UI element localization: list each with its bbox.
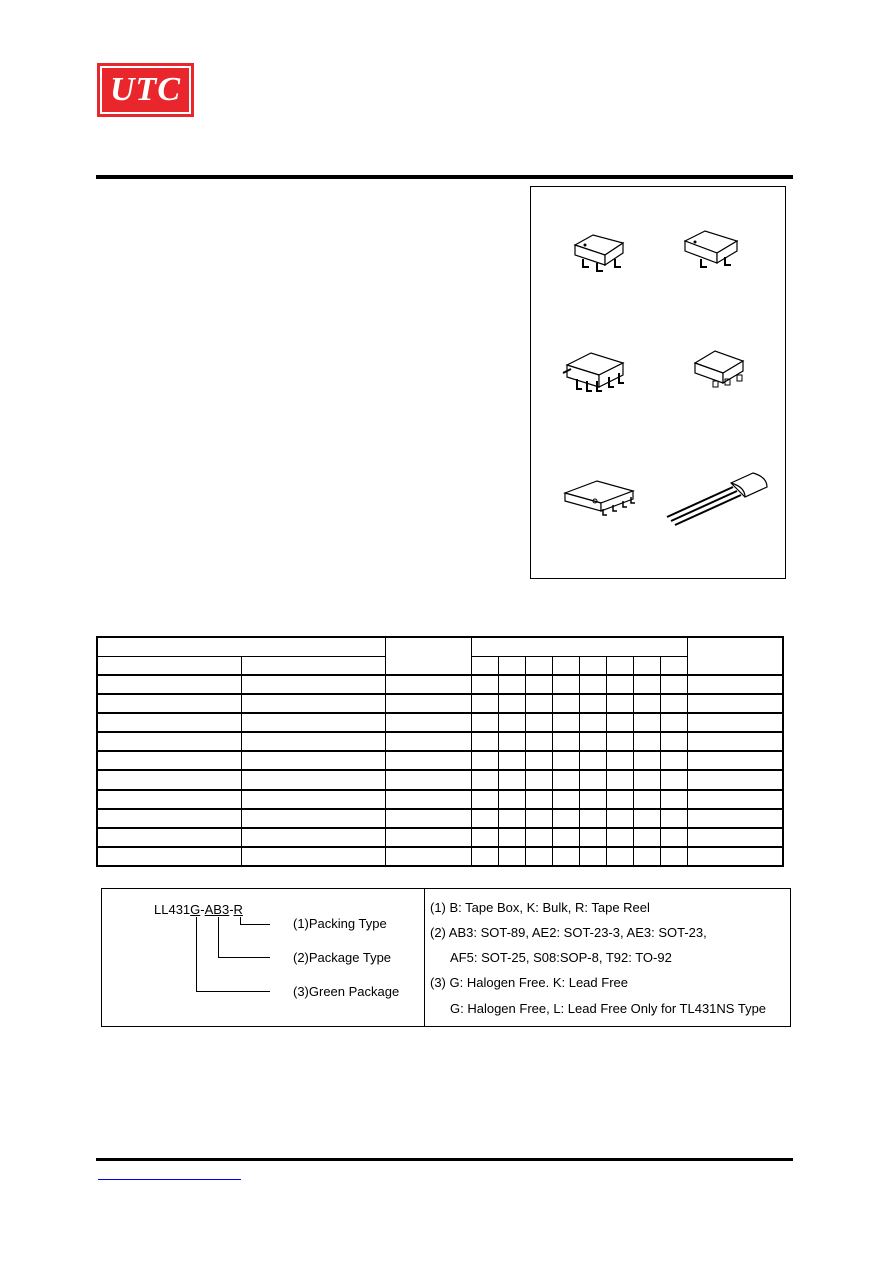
table-row xyxy=(97,732,783,751)
table-row xyxy=(97,790,783,809)
pn-sep: - xyxy=(229,902,234,917)
label-green-package: (3)Green Package xyxy=(293,984,400,999)
sot-23-3-icon xyxy=(571,231,631,276)
part-number-example xyxy=(154,902,243,917)
sop-8-icon xyxy=(561,477,641,522)
utc-logo xyxy=(97,63,194,117)
to-92-icon xyxy=(661,467,776,527)
table-row xyxy=(97,809,783,828)
table-row xyxy=(97,751,783,770)
table-row xyxy=(97,694,783,713)
sot-89-alt-icon xyxy=(689,347,751,395)
sot-25-icon xyxy=(561,347,631,399)
label-packing-type: (1)Packing Type xyxy=(293,916,387,931)
table-header-row xyxy=(97,637,783,656)
pn-package: AB3 xyxy=(204,902,230,917)
footer-website-link[interactable] xyxy=(98,1167,241,1180)
pn-packing: R xyxy=(233,902,243,917)
note-green-1: (3) G: Halogen Free. K: Lead Free xyxy=(430,975,628,990)
part-number-legend xyxy=(101,888,791,1027)
footer-rule xyxy=(96,1158,793,1161)
ordering-table xyxy=(96,636,784,867)
table-row xyxy=(97,675,783,694)
pn-green: G xyxy=(190,902,201,917)
legend-divider xyxy=(424,889,425,1026)
table-row xyxy=(97,847,783,866)
sot-89-icon xyxy=(681,227,746,275)
note-green-2: G: Halogen Free, L: Lead Free Only for TL431NS Type xyxy=(450,1001,767,1016)
table-row xyxy=(97,713,783,732)
note-package-1: (2) AB3: SOT-89, AE2: SOT-23-3, AE3: SOT-23, xyxy=(430,925,707,940)
pn-base: LL431 xyxy=(154,902,191,917)
note-packing: (1) B: Tape Box, K: Bulk, R: Tape Reel xyxy=(430,900,650,915)
header-rule xyxy=(96,175,793,179)
table-row xyxy=(97,770,783,789)
label-package-type: (2)Package Type xyxy=(293,950,392,965)
note-package-2: AF5: SOT-25, S08:SOP-8, T92: TO-92 xyxy=(450,950,672,965)
pn-sep: - xyxy=(200,902,205,917)
utc-logo-text: UTC xyxy=(100,66,191,114)
table-row xyxy=(97,828,783,847)
package-illustrations xyxy=(530,186,786,579)
